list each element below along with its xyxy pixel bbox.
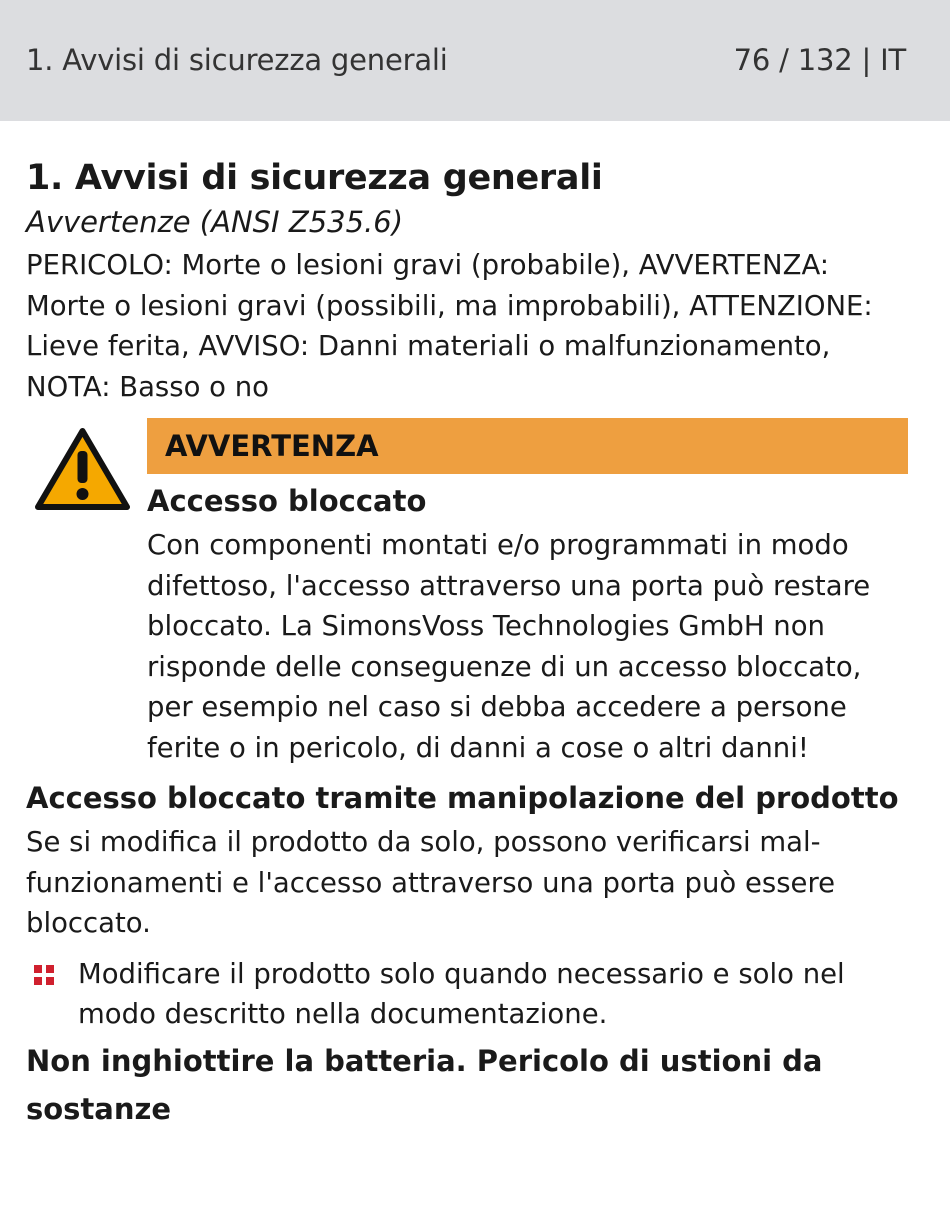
intro-paragraph: PERICOLO: Morte o lesioni gravi (probabile), AVVERTENZA: Morte o lesioni gravi (possibili, ma improbabili), ATTENZIONE: Lieve ferita, AVVISO: Danni materiali o malfunzionamento, NOTA: Basso o no [26, 249, 873, 403]
red-grid-bullet-icon [34, 965, 54, 985]
bullet-text: Modificare il prodotto solo quando necessario e solo nel modo descritto nella documentazione. [78, 957, 845, 1030]
section-heading-battery: Non inghiottire la batteria. Pericolo di ustioni da sostanze [26, 1043, 823, 1126]
section-text-manipulation: Se si modifica il prodotto da solo, possono verificarsi malfunzionamenti e l'accesso attraverso una porta può essere bloccato. [26, 826, 836, 939]
header-section-title: 1. Avvisi di sicurezza generali [26, 42, 448, 77]
warning-label-bar [147, 418, 908, 474]
warning-label: AVVERTENZA [165, 429, 379, 463]
subtitle: Avvertenze (ANSI Z535.6) [26, 205, 404, 239]
page-header [0, 0, 950, 121]
section-heading-manipulation: Accesso bloccato tramite manipolazione del prodotto [26, 781, 899, 815]
warning-body: Con componenti montati e/o programmati in modo difettoso, l'accesso attraverso una porta può restare bloccato. La SimonsVoss Technologies GmbH non risponde delle conseguenze di un accesso bloccato, per esempio nel caso si debba accedere a persone ferite o in pericolo, di danni a cose o altri danni! [147, 529, 871, 764]
header-page-number: 76 / 132 | IT [733, 42, 906, 77]
warning-box [26, 418, 908, 768]
document-content [26, 152, 908, 1133]
page-title: 1. Avvisi di sicurezza generali [26, 158, 603, 198]
warning-triangle-icon [34, 427, 131, 512]
warning-title: Accesso bloccato [147, 484, 427, 518]
list-item [26, 954, 908, 1035]
